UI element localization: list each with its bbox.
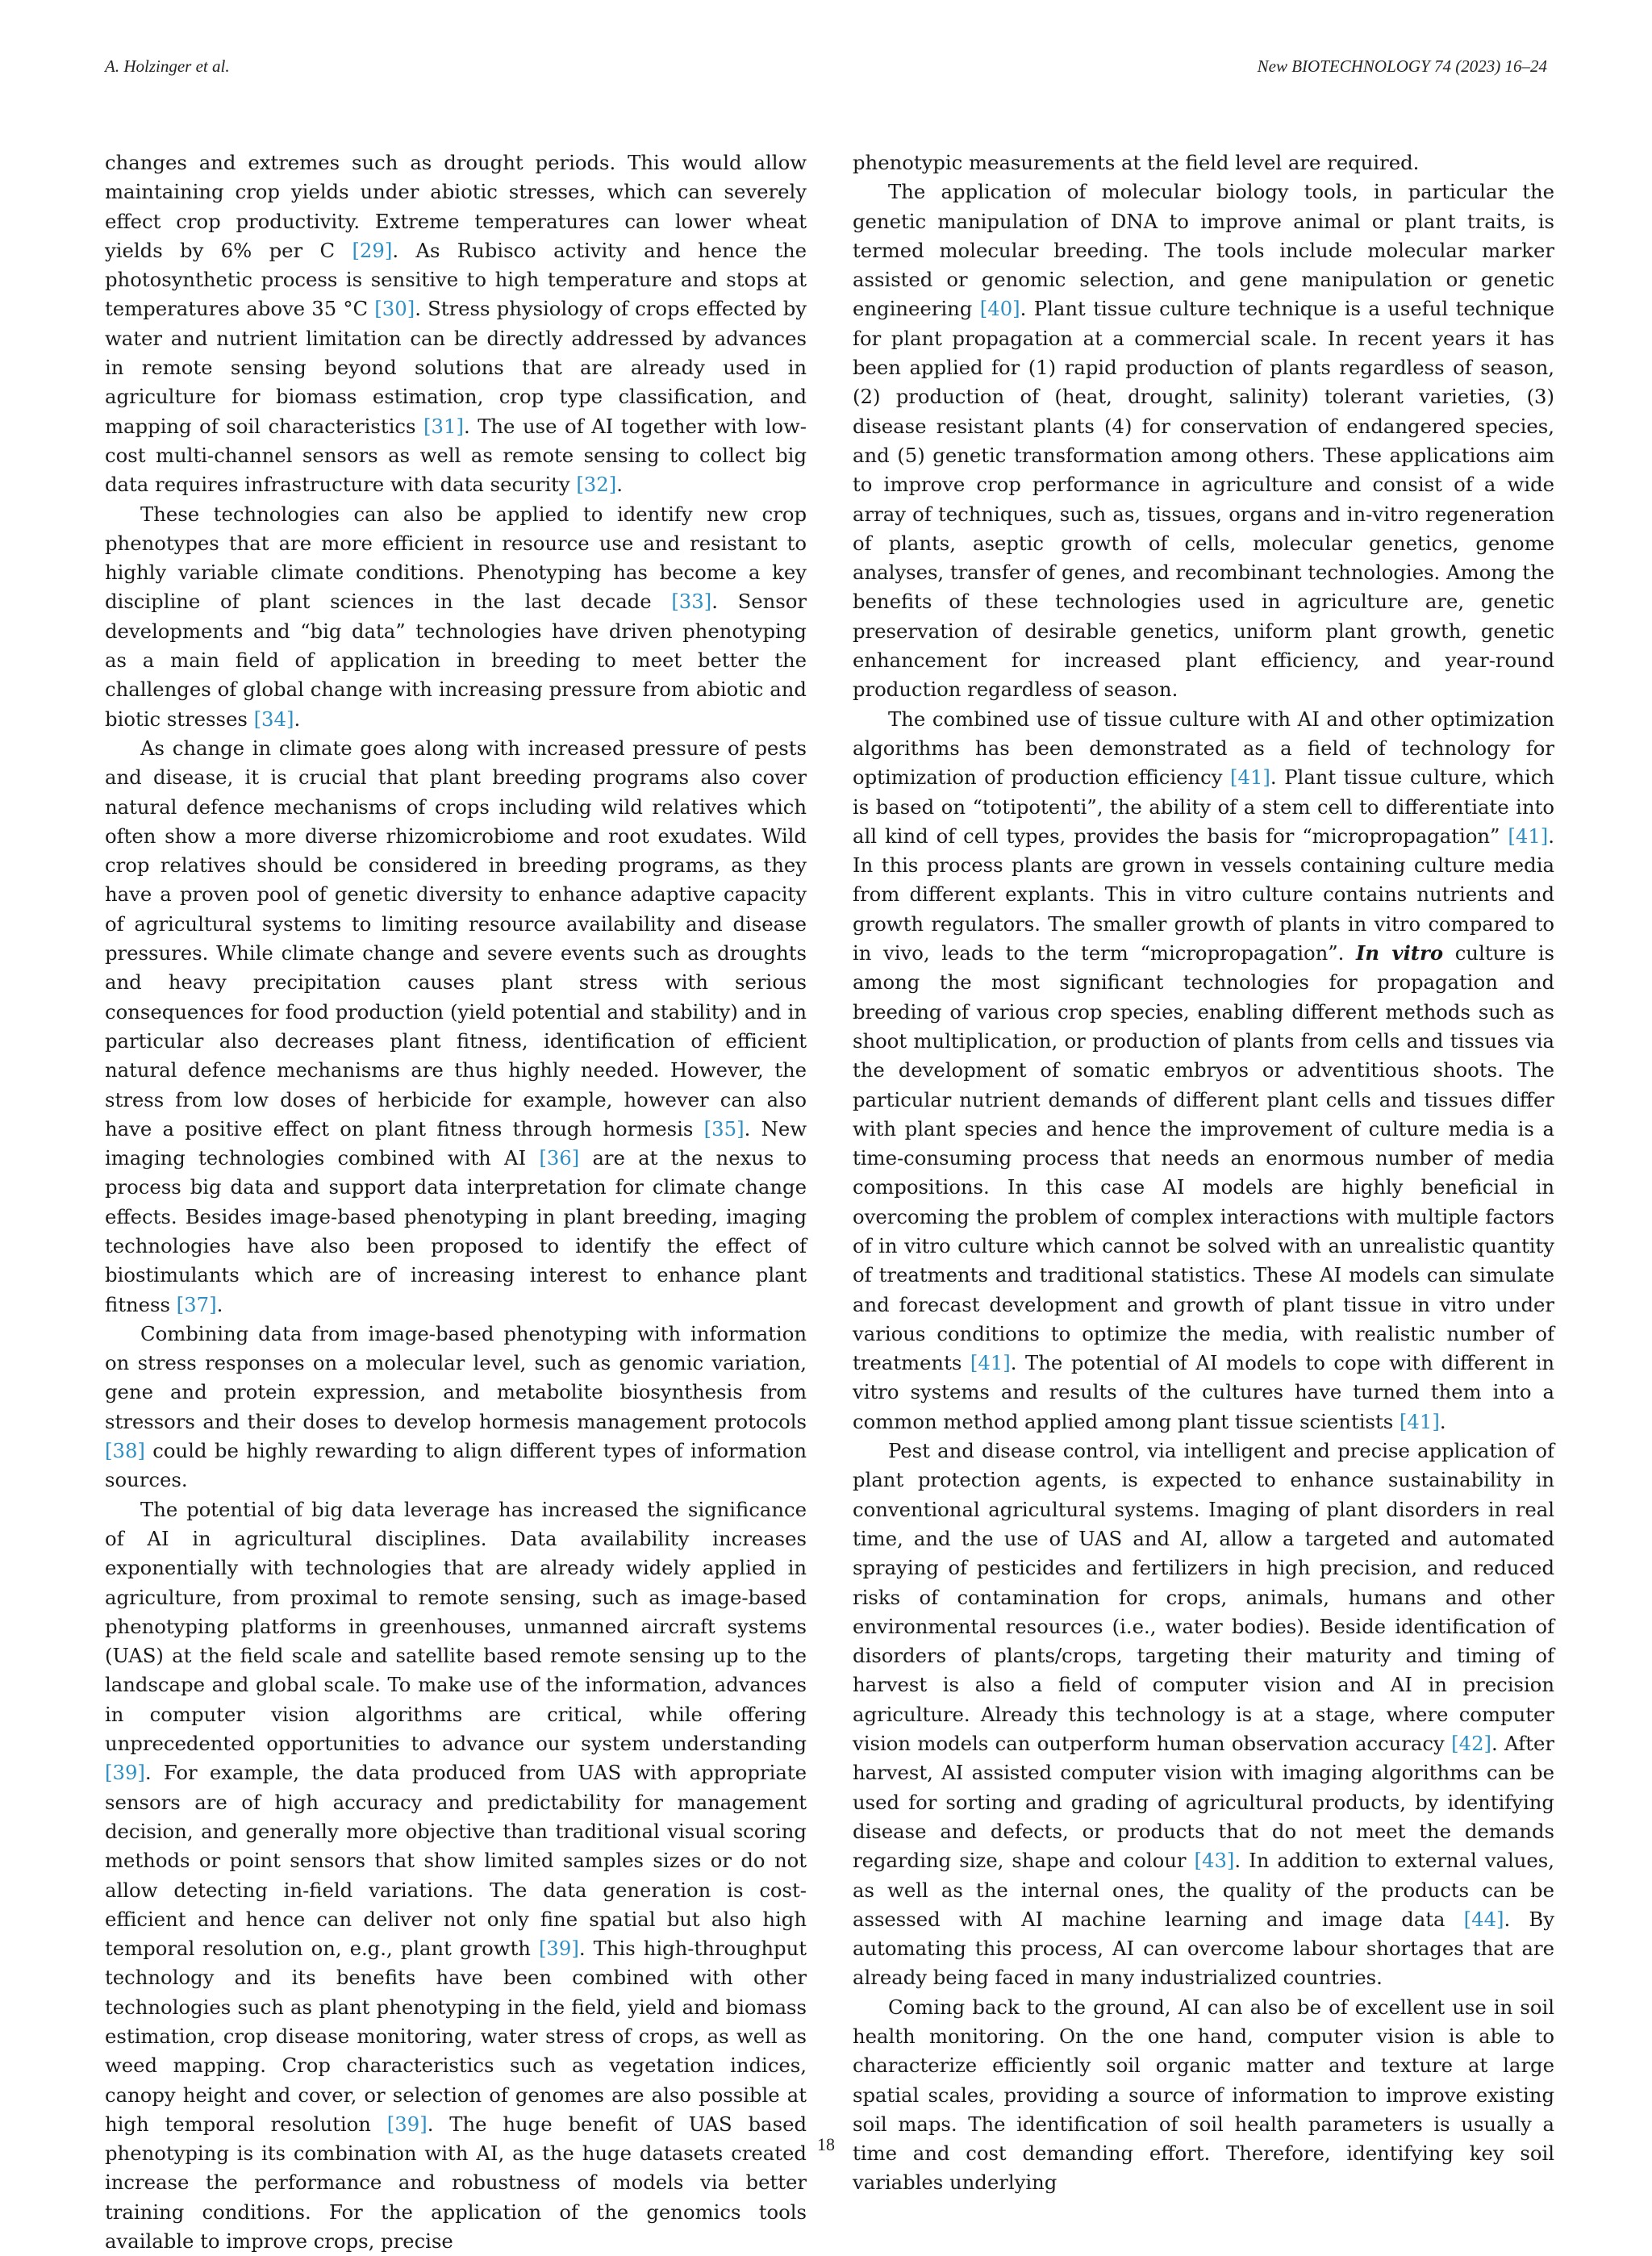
text-run: As change in climate goes along with increased pressure of pests and disease, it is crucial that plant breeding programs also cover natural defence mechanisms of crops including wild relatives which often show a more diverse rhizomicrobiome and root exudates. Wild crop relatives should be considered in breeding programs, as they have a proven pool of genetic diversity to enhance adaptive capacity of agricultural systems to limiting resource availability and disease pressures. While climate change and severe events such as droughts and heavy precipitation causes plant stress with serious consequences for food production (yield potential and stability) and in particular also decreases plant fitness, identification of efficient natural defence mechanisms are thus highly needed. However, the stress from low doses of herbicide for example, however can also have a positive effect on plant fitness through hormesis: [105, 736, 807, 1141]
text-run: . In this process plants are grown in vessels containing culture media from different explants. This in vitro culture contains nutrients and growth regulators. The smaller growth of plants in vitro compared to in vivo, leads to the term “micropropagation”.: [853, 824, 1554, 965]
text-run: .: [294, 707, 301, 731]
text-run: . New imaging technologies combined with AI: [105, 1116, 807, 1170]
text-run: Coming back to the ground, AI can also be of excellent use in soil health monitoring. On the one hand, computer vision is able to characterize efficiently soil organic matter and texture at large spatial scales, providing a source of information to improve existing soil maps. The identification of soil health parameters is usually a time and cost demanding effort. Therefore, identifying key soil variables underlying: [853, 1995, 1554, 2195]
text-run: . After harvest, AI assisted computer vision with imaging algorithms can be used for sorting and grading of agricultural products, by identifying disease and defects, or products that do not meet the demands regarding size, shape and colour: [853, 1732, 1554, 1873]
text-run: . In addition to external values, as well as the internal ones, the quality of the products can be assessed with AI machine learning and image data: [853, 1849, 1554, 1931]
text-run: The combined use of tissue culture with AI and other optimization algorithms has been demonstrated as a field of technology for optimization of production efficiency: [853, 707, 1554, 790]
text-run: .: [1439, 1409, 1446, 1433]
paragraph: [105, 500, 807, 734]
citation-link[interactable]: [35]: [703, 1116, 745, 1141]
text-run: . This high-throughput technology and its benefits have been combined with other technologies such as plant phenotyping in the field, yield and biomass estimation, crop disease monitoring, water stress of crops, as well as weed mapping. Crop characteristics such as vegetation indices, canopy height and cover, or selection of genomes are also possible at high temporal resolution: [105, 1937, 807, 2136]
paragraph: [853, 148, 1554, 177]
citation-link[interactable]: [32]: [576, 473, 617, 497]
paragraph: [105, 734, 807, 1320]
text-run: .: [216, 1292, 223, 1316]
text-run: . Sensor developments and “big data” technologies have driven phenotyping as a main field of application in breeding to meet better the challenges of global change with increasing pressure from abiotic and biotic stresses: [105, 590, 807, 731]
citation-link[interactable]: [42]: [1451, 1732, 1492, 1756]
text-run: Combining data from image-based phenotyping with information on stress responses on a molecular level, such as genomic variation, gene and protein expression, and metabolite biosynthesis from stressors and their doses to develop hormesis management protocols: [105, 1321, 807, 1433]
text-run: . By automating this process, AI can overcome labour shortages that are already being faced in many industrialized countries.: [853, 1907, 1555, 1990]
paragraph: [853, 1993, 1554, 2198]
citation-link[interactable]: [30]: [374, 297, 415, 321]
citation-link[interactable]: [37]: [176, 1292, 217, 1316]
citation-link[interactable]: [31]: [423, 414, 464, 438]
citation-link[interactable]: [33]: [671, 590, 712, 614]
citation-link[interactable]: [38]: [105, 1439, 145, 1463]
citation-link[interactable]: [41]: [1508, 824, 1549, 848]
text-run: . Plant tissue culture, which is based on “totipotenti”, the ability of a stem cell to differentiate into all kind of cell types, provides the basis for “micropropagation”: [853, 765, 1554, 848]
text-run: . The huge benefit of UAS based phenotyping is its combination with AI, as the huge datasets created increase the performance and robustness of models via better training conditions. For the application of the genomics tools available to improve crops, precise: [105, 2112, 807, 2254]
text-run: . Plant tissue culture technique is a useful technique for plant propagation at a commercial scale. In recent years it has been applied for (1) rapid production of plants regardless of season, (2) production of (heat, drought, salinity) tolerant varieties, (3) disease resistant plants (4) for conservation of endangered species, and (5) genetic transformation among others. These applications aim to improve crop performance in agriculture and consist of a wide array of techniques, such as, tissues, organs and in-vitro regeneration of plants, aseptic growth of cells, molecular genetics, genome analyses, transfer of genes, and recombinant technologies. Among the benefits of these technologies used in agriculture are, genetic preservation of desirable genetics, uniform plant growth, genetic enhancement for increased plant efficiency, and year-round production regardless of season.: [853, 297, 1554, 702]
paragraph: [853, 177, 1554, 704]
text-run: These technologies can also be applied to identify new crop phenotypes that are more efficient in resource use and resistant to highly variable climate conditions. Phenotyping has become a key discipline of plant sciences in the last decade: [105, 502, 807, 614]
paragraph: [853, 1437, 1554, 1993]
running-header: [105, 56, 1547, 89]
text-run: . The use of AI together with low-cost multi-channel sensors as well as remote sensing to collect big data requires infrastructure with data security: [105, 414, 807, 497]
text-run: The application of molecular biology tools, in particular the genetic manipulation of DNA to improve animal or plant traits, is termed molecular breeding. The tools include molecular marker assisted or genomic selection, and gene manipulation or genetic engineering: [853, 180, 1554, 321]
paragraph: [105, 148, 807, 500]
citation-link[interactable]: [39]: [538, 1937, 579, 1961]
citation-link[interactable]: [40]: [979, 297, 1020, 321]
citation-link[interactable]: [41]: [1230, 765, 1270, 790]
citation-link[interactable]: [41]: [970, 1351, 1011, 1375]
citation-link[interactable]: [29]: [352, 238, 393, 262]
citation-link[interactable]: [39]: [386, 2112, 428, 2136]
text-run: . As Rubisco activity and hence the photosynthetic process is sensitive to high temperature and stops at temperatures above 35 °C: [105, 238, 807, 321]
text-run: . For example, the data produced from UAS with appropriate sensors are of high accuracy and predictability for management decision, and generally more objective than traditional visual scoring methods or point sensors that show limited samples sizes or do not allow detecting in-field variations. The data generation is cost-efficient and hence can deliver not only fine spatial but also high temporal resolution on, e.g., plant growth: [105, 1761, 807, 1961]
text-run: changes and extremes such as drought periods. This would allow maintaining crop yields under abiotic stresses, which can severely effect crop productivity. Extreme temperatures can lower wheat yields by 6% per C: [105, 151, 807, 262]
citation-link[interactable]: [36]: [539, 1146, 580, 1170]
text-run: are at the nexus to process big data and support data interpretation for climate change effects. Besides image-based phenotyping in plant breeding, imaging technologies have also been proposed to identify the effect of biostimulants which are of increasing interest to enhance plant fitness: [105, 1146, 807, 1316]
citation-link[interactable]: [39]: [105, 1761, 145, 1785]
citation-link[interactable]: [41]: [1399, 1409, 1440, 1433]
text-run: culture is among the most significant technologies for propagation and breeding of various crop species, enabling different methods such as shoot multiplication, or production of plants from cells and tissues via the development of somatic embryos or adventitious shoots. The particular nutrient demands of different plant cells and tissues differ with plant species and hence the improvement of culture media is a time-consuming process that needs an enormous number of media compositions. In this case AI models are highly beneficial in overcoming the problem of complex interactions with multiple factors of in vitro culture which cannot be solved with an unrealistic quantity of treatments and traditional statistics. These AI models can simulate and forecast development and growth of plant tissue in vitro under various conditions to optimize the media, with realistic number of treatments: [853, 941, 1555, 1375]
left-column: [105, 148, 807, 2256]
text-run: The potential of big data leverage has increased the significance of AI in agricultural disciplines. Data availability increases exponentially with technologies that are already widely applied in agriculture, from proximal to remote sensing, such as image-based phenotyping platforms in greenhouses, unmanned aircraft systems (UAS) at the field scale and satellite based remote sensing up to the landscape and global scale. To make use of the information, advances in computer vision algorithms are critical, while offering unprecedented opportunities to advance our system understanding: [105, 1497, 807, 1756]
text-run: Pest and disease control, via intelligent and precise application of plant protection agents, is expected to enhance sustainability in conventional agricultural systems. Imaging of plant disorders in real time, and the use of UAS and AI, allow a targeted and automated spraying of pesticides and fertilizers in high precision, and reduced risks of contamination for crops, animals, humans and other environmental resources (i.e., water bodies). Beside identification of disorders of plants/crops, targeting their maturity and timing of harvest is also a field of computer vision and AI in precision agriculture. Already this technology is at a stage, where computer vision models can outperform human observation accuracy: [853, 1439, 1554, 1756]
citation-link[interactable]: [43]: [1194, 1849, 1235, 1873]
text-run: .: [616, 473, 623, 497]
text-run: . The potential of AI models to cope with different in vitro systems and results of the cultures have turned them into a common method applied among plant tissue scientists: [853, 1351, 1555, 1433]
citation-link[interactable]: [44]: [1463, 1907, 1504, 1931]
paragraph: [105, 1320, 807, 1495]
text-run: phenotypic measurements at the field level are required.: [853, 151, 1420, 174]
header-journal: New BIOTECHNOLOGY 74 (2023) 16–24: [1257, 56, 1547, 76]
right-column: [853, 148, 1554, 2198]
header-authors: A. Holzinger et al.: [105, 56, 230, 76]
page-number: 18: [817, 2134, 835, 2154]
paragraph: [853, 705, 1554, 1437]
text-run: . Stress physiology of crops effected by water and nutrient limitation can be directly addressed by advances in remote sensing beyond solutions that are already used in agriculture for biomass estimation, crop type classification, and mapping of soil characteristics: [105, 297, 807, 438]
citation-link[interactable]: [34]: [253, 707, 294, 731]
text-run: could be highly rewarding to align different types of information sources.: [105, 1439, 807, 1492]
emphasized-text: In vitro: [1356, 941, 1444, 965]
